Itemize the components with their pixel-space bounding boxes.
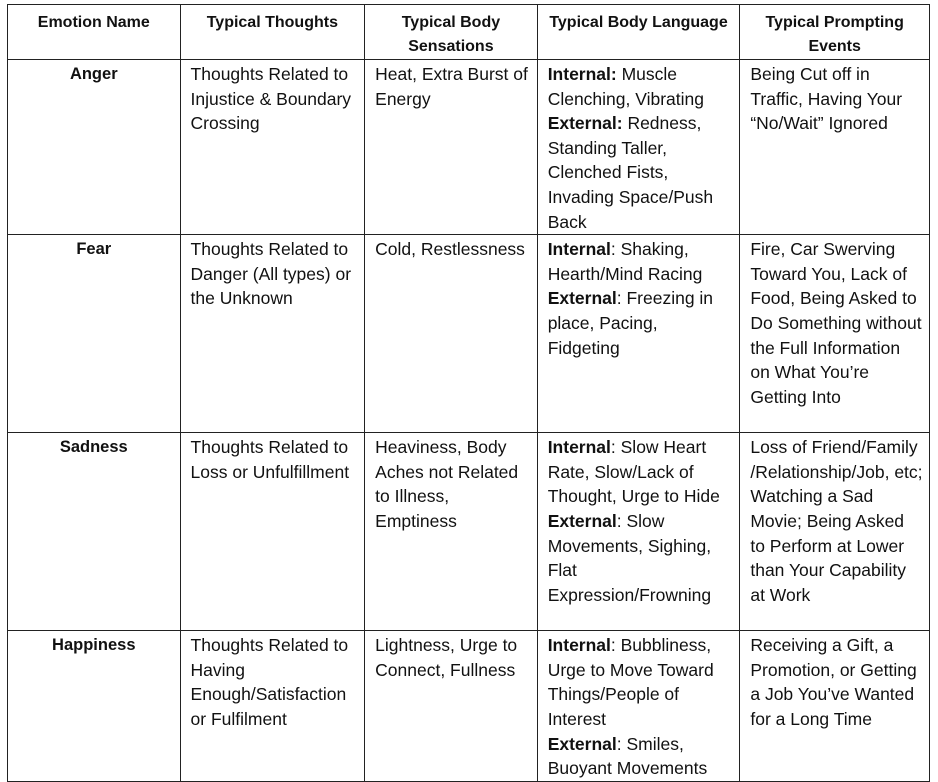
table-row — [8, 235, 930, 433]
body-language-cell — [537, 235, 740, 433]
events-cell: Fire, Car Swerving Toward You, Lack of Food, Being Asked to Do Something without the Full Information on What You’re Getting Into — [740, 235, 930, 433]
body-language-cell — [537, 631, 740, 782]
sensations-cell: Heaviness, Body Aches not Related to Illness, Emptiness — [365, 433, 538, 631]
events-cell: Being Cut off in Traffic, Having Your “No/Wait” Ignored — [740, 60, 930, 235]
external-label: External — [547, 733, 617, 754]
thoughts-cell: Thoughts Related to Danger (All types) or the Unknown — [180, 235, 365, 433]
emotion-name-cell: Fear — [8, 235, 181, 433]
external-label: External: — [547, 113, 623, 134]
header-prompting-events: Typical Prompting Events — [740, 5, 930, 60]
header-body-sensations: Typical Body Sensations — [365, 5, 538, 60]
internal-label: Internal: — [547, 64, 617, 84]
internal-label: Internal — [547, 239, 611, 260]
sensations-cell: Heat, Extra Burst of Energy — [365, 60, 538, 235]
external-text: Redness, Standing Taller, Clenched Fists, Invading Space/Push Back — [547, 113, 714, 232]
emotion-name-cell: Happiness — [8, 631, 181, 782]
internal-text: Muscle Clenching, Vibrating — [547, 64, 704, 109]
header-row — [8, 5, 930, 60]
body-language-cell — [537, 60, 740, 235]
internal-text: : Bubbliness, Urge to Move Toward Things/People of Interest — [547, 635, 714, 729]
table-row — [8, 433, 930, 631]
emotions-table — [7, 4, 930, 782]
sensations-cell: Cold, Restlessness — [365, 235, 538, 433]
body-language-cell — [537, 433, 740, 631]
header-emotion-name: Emotion Name — [8, 5, 181, 60]
table-row — [8, 631, 930, 782]
events-cell: Receiving a Gift, a Promotion, or Getting a Job You’ve Wanted for a Long Time — [740, 631, 930, 782]
events-cell: Loss of Friend/Family /Relationship/Job, etc; Watching a Sad Movie; Being Asked to Perform at Lower than Your Capability at Work — [740, 433, 930, 631]
thoughts-cell: Thoughts Related to Loss or Unfulfillment — [180, 433, 365, 631]
external-label: External — [547, 288, 617, 309]
external-text: : Freezing in place, Pacing, Fidgeting — [547, 288, 714, 358]
thoughts-cell: Thoughts Related to Having Enough/Satisfaction or Fulfilment — [180, 631, 365, 782]
header-typical-thoughts: Typical Thoughts — [180, 5, 365, 60]
internal-label: Internal — [547, 635, 611, 656]
emotion-name-cell: Sadness — [8, 433, 181, 631]
sensations-cell: Lightness, Urge to Connect, Fullness — [365, 631, 538, 782]
external-text: : Slow Movements, Sighing, Flat Expression/Frowning — [547, 510, 712, 605]
thoughts-cell: Thoughts Related to Injustice & Boundary Crossing — [180, 60, 365, 235]
internal-text: : Shaking, Hearth/Mind Racing — [547, 239, 703, 284]
external-text: : Smiles, Buoyant Movements — [547, 733, 708, 779]
emotion-name-cell: Anger — [8, 60, 181, 235]
header-body-language: Typical Body Language — [537, 5, 740, 60]
table-row — [8, 60, 930, 235]
external-label: External — [547, 510, 617, 531]
internal-label: Internal — [547, 437, 611, 458]
internal-text: : Slow Heart Rate, Slow/Lack of Thought, Urge to Hide — [547, 437, 720, 507]
